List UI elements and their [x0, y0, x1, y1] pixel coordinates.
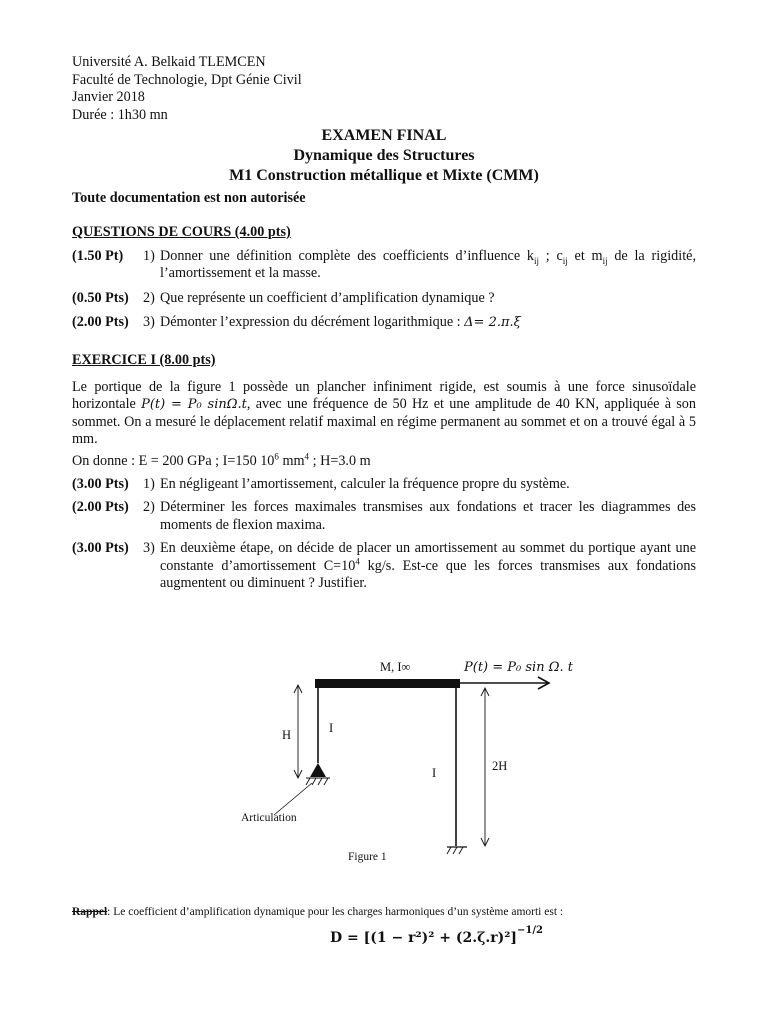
figure-portal-frame — [230, 650, 573, 880]
university-name: Université A. Belkaid TLEMCEN — [72, 54, 266, 70]
exam-title: EXAMEN FINAL — [321, 127, 447, 145]
force-expression: P(t) = P₀ sinΩ.t — [141, 397, 247, 413]
exam-date: Janvier 2018 — [72, 89, 145, 106]
question-number: 3) — [143, 314, 155, 331]
question-number: 2) — [143, 289, 155, 306]
question-text: En deuxième étape, on décide de placer un amortissement au sommet du portique ayant une constante d’amortissement $C=10^4$ kg/s. Est-ce que les forces transmises aux fondations augmentent ou diminuent ? Justifier. — [160, 540, 696, 592]
exam-duration: Durée : 1h30 mn — [72, 106, 168, 123]
question-text: Démonter l’expression du décrément logarithmique : Δ= 2.π.ξ — [160, 314, 521, 331]
header-block — [72, 54, 696, 124]
question-number: 1) — [143, 475, 155, 492]
log-decrement-formula: Δ= 2.π.ξ — [464, 315, 521, 331]
question-text: Donner une définition complète des coefficients d’influence $k_{ij}$ ; $c_{ij}$ et $m_{ij}$ de la rigidité, l’amortissement et la masse. — [160, 247, 696, 282]
question-text: Déterminer les forces maximales transmises aux fondations et tracer les diagrammes des moments de flexion maxima. — [160, 499, 696, 533]
question-points: (0.50 Pts) — [72, 289, 129, 306]
faculty-name: Faculté de Technologie, Dpt Génie Civil — [72, 71, 302, 88]
amplification-formula: $D = [(1 - r^2)^2 + (2.\zeta.r)^2]^{-1/2}$ — [330, 925, 543, 946]
fixed-ground-hatch — [447, 847, 463, 854]
pin-ground-hatch — [306, 778, 328, 785]
2h-label: 2H — [492, 759, 508, 773]
exam-page — [72, 54, 696, 593]
h-label: H — [282, 728, 292, 742]
question-points: (3.00 Pts) — [72, 540, 129, 557]
frame-diagram — [230, 650, 570, 880]
rappel-text: : Le coefficient d’amplification dynamique pour les charges harmoniques d’un système amorti est : — [107, 906, 564, 918]
formula-exponent: −1/2 — [517, 925, 543, 937]
question-number: 2) — [143, 499, 155, 516]
documentation-notice: Toute documentation est non autorisée — [72, 190, 306, 207]
rigid-beam — [315, 679, 460, 688]
question-text: En négligeant l’amortissement, calculer la fréquence propre du système. — [160, 475, 570, 492]
question-points: (2.00 Pts) — [72, 499, 129, 516]
question-points: (3.00 Pts) — [72, 475, 129, 492]
right-inertia-label: I — [432, 766, 437, 780]
question-points: (1.50 Pt) — [72, 247, 124, 264]
articulation-label: Articulation — [241, 812, 297, 824]
force-label: P(t) = P₀ sin Ω. t — [464, 660, 573, 675]
question-cours-1 — [72, 248, 696, 283]
question-cours-2 — [72, 290, 696, 308]
question-cours-3 — [72, 314, 696, 332]
exercice-question-1 — [72, 476, 696, 494]
pin-support — [310, 763, 326, 777]
rappel-word: Rappel — [72, 906, 108, 918]
question-points: (2.00 Pts) — [72, 314, 129, 331]
title-block — [72, 126, 696, 186]
section-exercice-1: EXERCICE I (8.00 pts) — [72, 351, 216, 368]
figure-caption: Figure 1 — [348, 851, 387, 863]
program-title: M1 Construction métallique et Mixte (CMM) — [229, 167, 539, 185]
question-number: 1) — [143, 247, 155, 264]
question-text: Que représente un coefficient d’amplification dynamique ? — [160, 289, 495, 306]
rappel-note — [72, 906, 563, 918]
section-questions-cours: QUESTIONS DE COURS (4.00 pts) — [72, 223, 291, 240]
given-data: On donne : E = 200 GPa ; I=150 $10^6$ $mm^4$ ; H=3.0 m — [72, 451, 371, 469]
course-title: Dynamique des Structures — [293, 147, 475, 165]
exercice-question-3 — [72, 540, 696, 593]
exercice-statement: Le portique de la figure 1 possède un plancher infiniment rigide, est soumis à une force sinusoïdale horizontale P(t) = P₀ sinΩ.t, avec une fréquence de 50 Hz et une amplitude de 40 KN, appliquée à son sommet. On a mesuré le déplacement relatif maximal en régime permanent au sommet et on a trouvé égal à 5 mm. — [72, 378, 696, 448]
articulation-leader — [274, 783, 312, 815]
exercice-question-2 — [72, 499, 696, 534]
left-inertia-label: I — [329, 721, 334, 735]
beam-label: M, I∞ — [380, 660, 411, 674]
question-number: 3) — [143, 540, 155, 557]
